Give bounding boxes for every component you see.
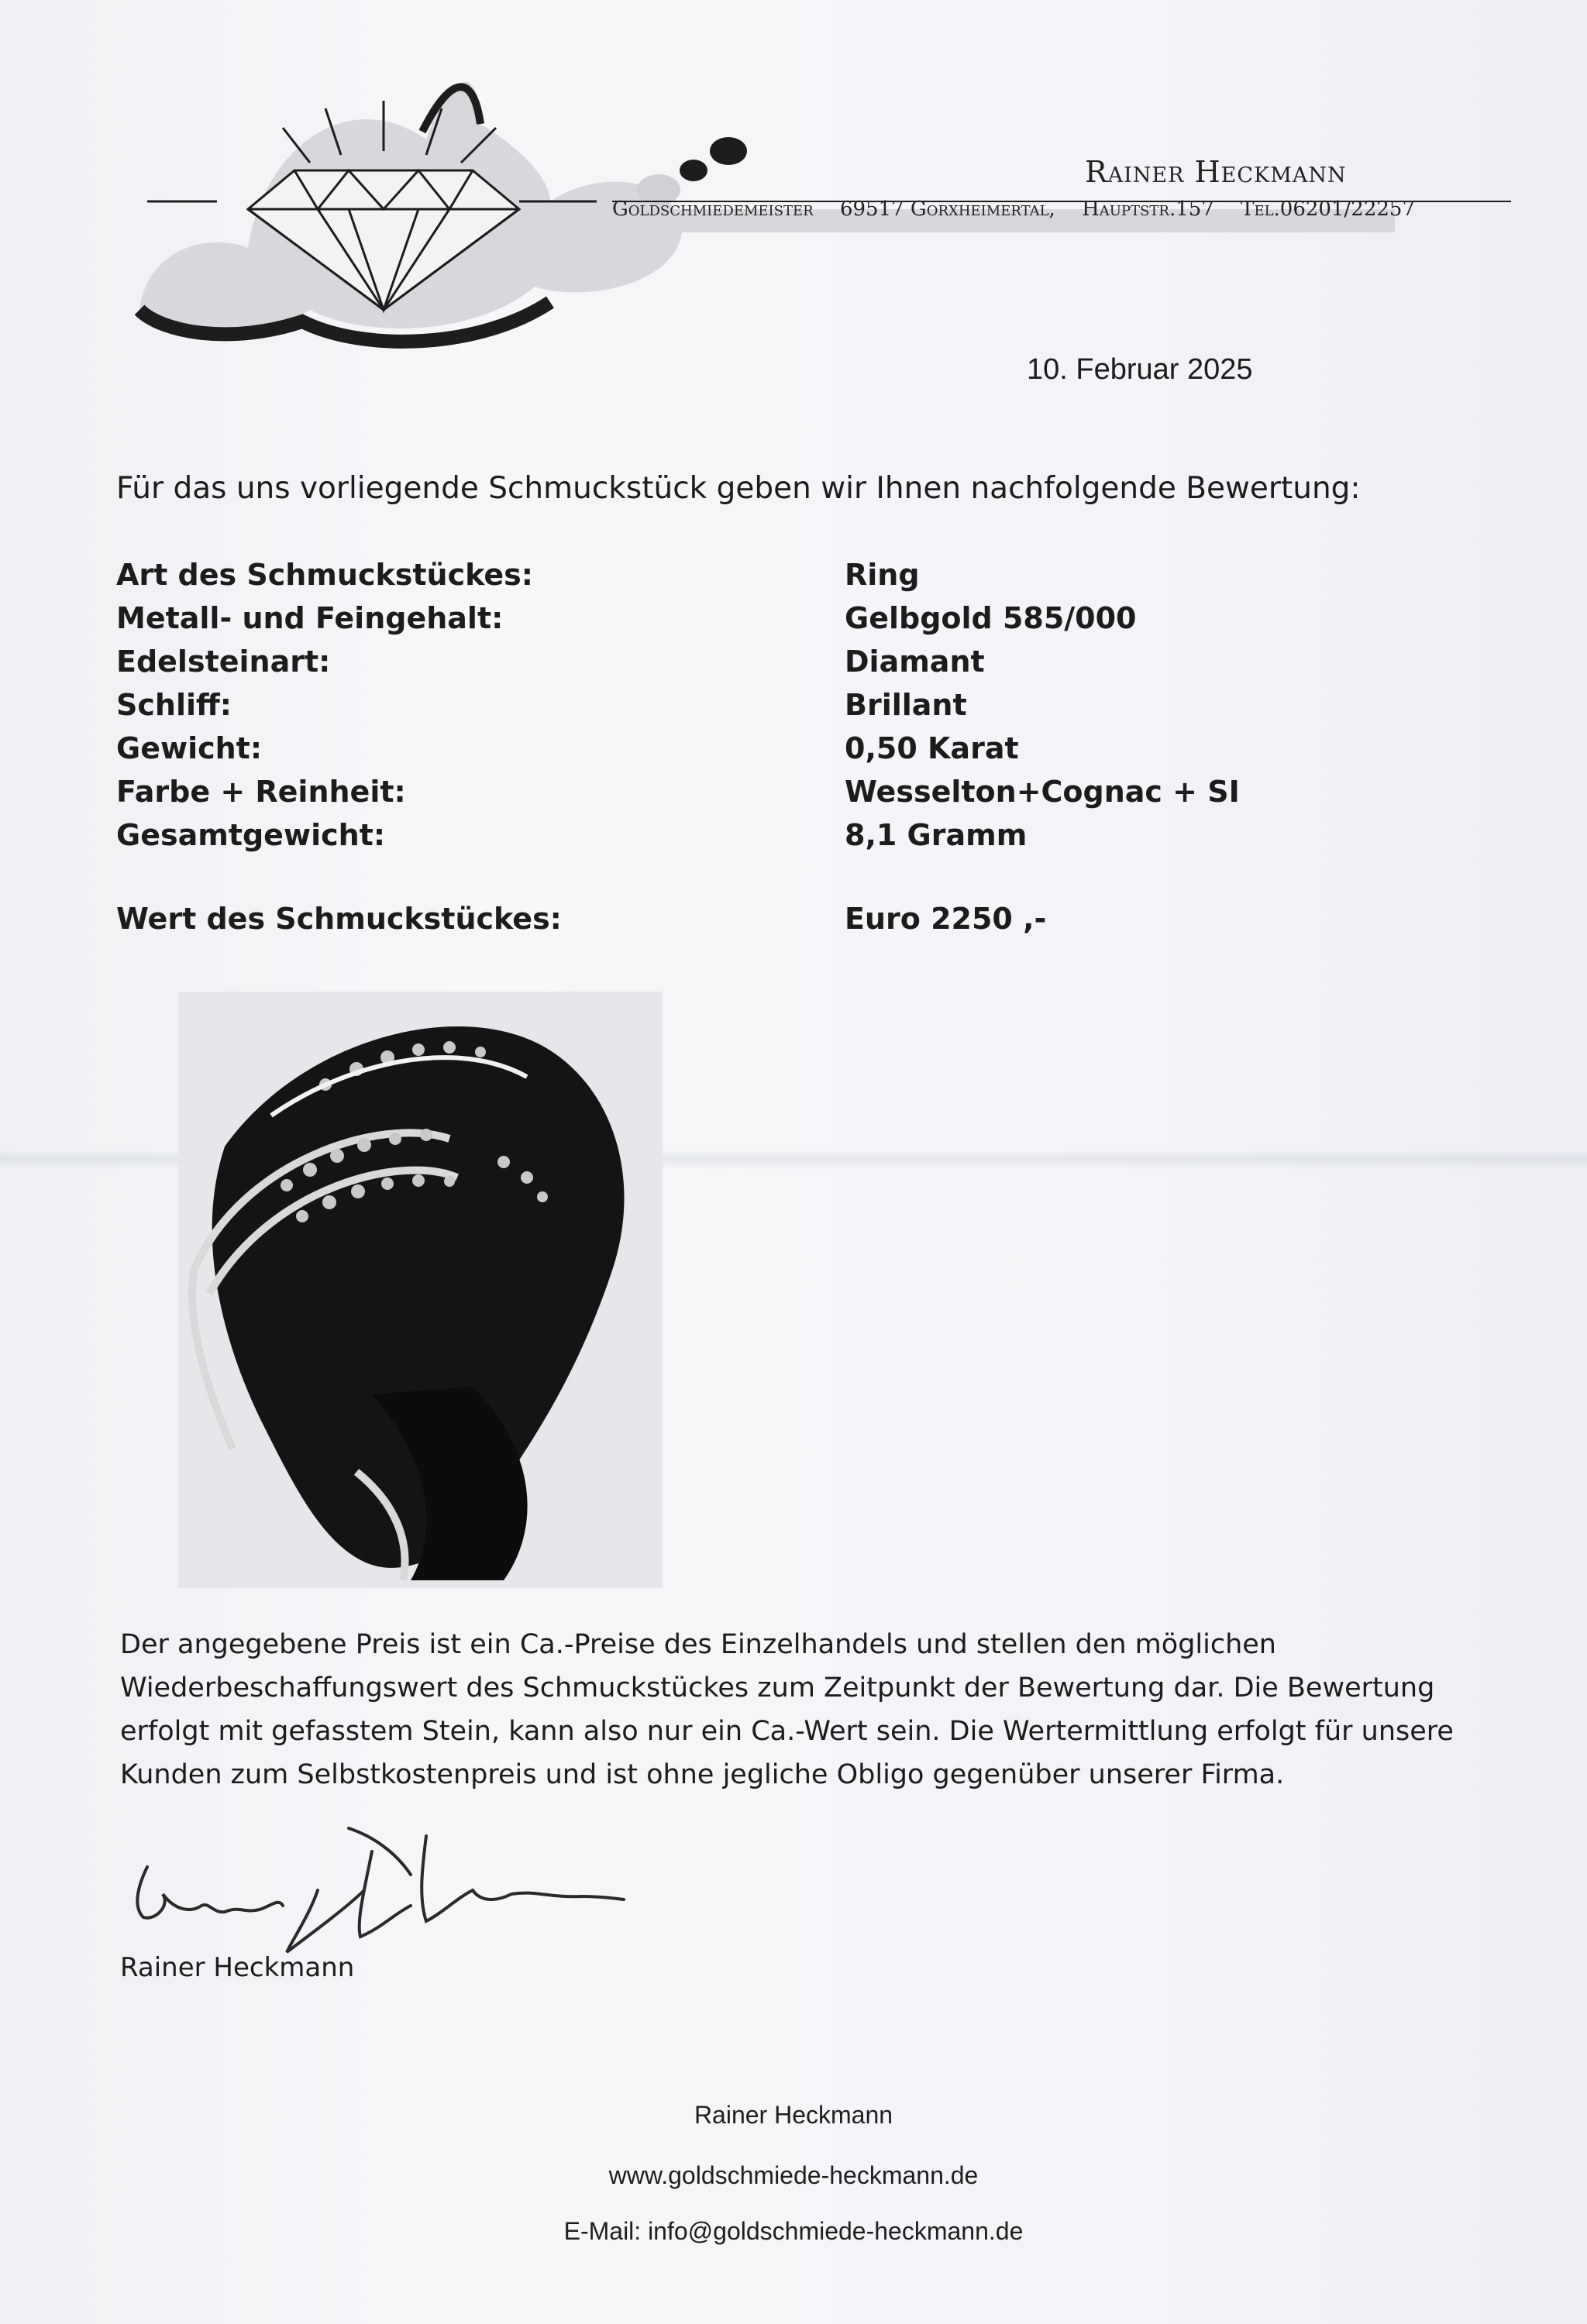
appraisal-row [116, 601, 1434, 645]
appraisal-label: Farbe + Reinheit: [116, 775, 406, 809]
appraisal-label: Gesamtgewicht: [116, 818, 386, 852]
appraisal-table [116, 558, 1434, 945]
value-row [116, 902, 1434, 945]
appraisal-row [116, 645, 1434, 688]
value-amount: Euro 2250 ,- [845, 902, 1047, 936]
company-name: Rainer Heckmann [1085, 155, 1347, 189]
appraisal-label: Art des Schmuckstückes: [116, 558, 533, 592]
company-phone: Tel.06201/22257 [1241, 198, 1415, 221]
appraisal-value: Diamant [845, 645, 985, 679]
value-label: Wert des Schmuckstückes: [116, 902, 562, 936]
company-address [612, 198, 1435, 221]
signer-name: Rainer Heckmann [120, 1952, 355, 1983]
appraisal-value: Wesselton+Cognac + SI [845, 775, 1240, 809]
company-title: Goldschmiedemeister [612, 198, 814, 221]
ring-photo [178, 992, 663, 1588]
footer-website-link[interactable]: www.goldschmiede-heckmann.de [608, 2161, 979, 2189]
signature [116, 1805, 628, 1960]
appraisal-value: Gelbgold 585/000 [845, 601, 1137, 635]
appraisal-value: Brillant [845, 688, 967, 722]
disclaimer-text [120, 1623, 1515, 1796]
intro-text: Für das uns vorliegende Schmuckstück geben wir Ihnen nachfolgende Bewertung: [116, 471, 1361, 506]
company-city: 69517 Gorxheimertal, [839, 198, 1055, 221]
appraisal-label: Gewicht: [116, 731, 263, 765]
appraisal-row [116, 688, 1434, 731]
appraisal-label: Edelsteinart: [116, 645, 331, 679]
appraisal-label: Metall- und Feingehalt: [116, 601, 504, 635]
disclaimer-line: Der angegebene Preis ist ein Ca.-Preise des Einzelhandels und stellen den möglichen [120, 1629, 1276, 1660]
appraisal-row [116, 818, 1434, 861]
footer-email-link[interactable]: E-Mail: info@goldschmiede-heckmann.de [563, 2217, 1024, 2245]
disclaimer-line: Kunden zum Selbstkostenpreis und ist ohne jegliche Obligo gegenüber unserer Firma. [120, 1759, 1285, 1790]
disclaimer-line: erfolgt mit gefasstem Stein, kann also nur ein Ca.-Wert sein. Die Wertermittlung erfolgt für unsere [120, 1716, 1454, 1747]
appraisal-label: Schliff: [116, 688, 232, 722]
disclaimer-line: Wiederbeschaffungswert des Schmuckstückes zum Zeitpunkt der Bewertung dar. Die Bewertung [120, 1673, 1435, 1703]
appraisal-row [116, 558, 1434, 601]
appraisal-value: 0,50 Karat [845, 731, 1019, 765]
appraisal-value: Ring [845, 558, 920, 592]
appraisal-row [116, 775, 1434, 818]
document-date: 10. Februar 2025 [1027, 353, 1253, 386]
appraisal-value: 8,1 Gramm [845, 818, 1028, 852]
appraisal-row [116, 731, 1434, 775]
footer-name: Rainer Heckmann [694, 2101, 893, 2129]
company-street: Hauptstr.157 [1082, 198, 1214, 221]
